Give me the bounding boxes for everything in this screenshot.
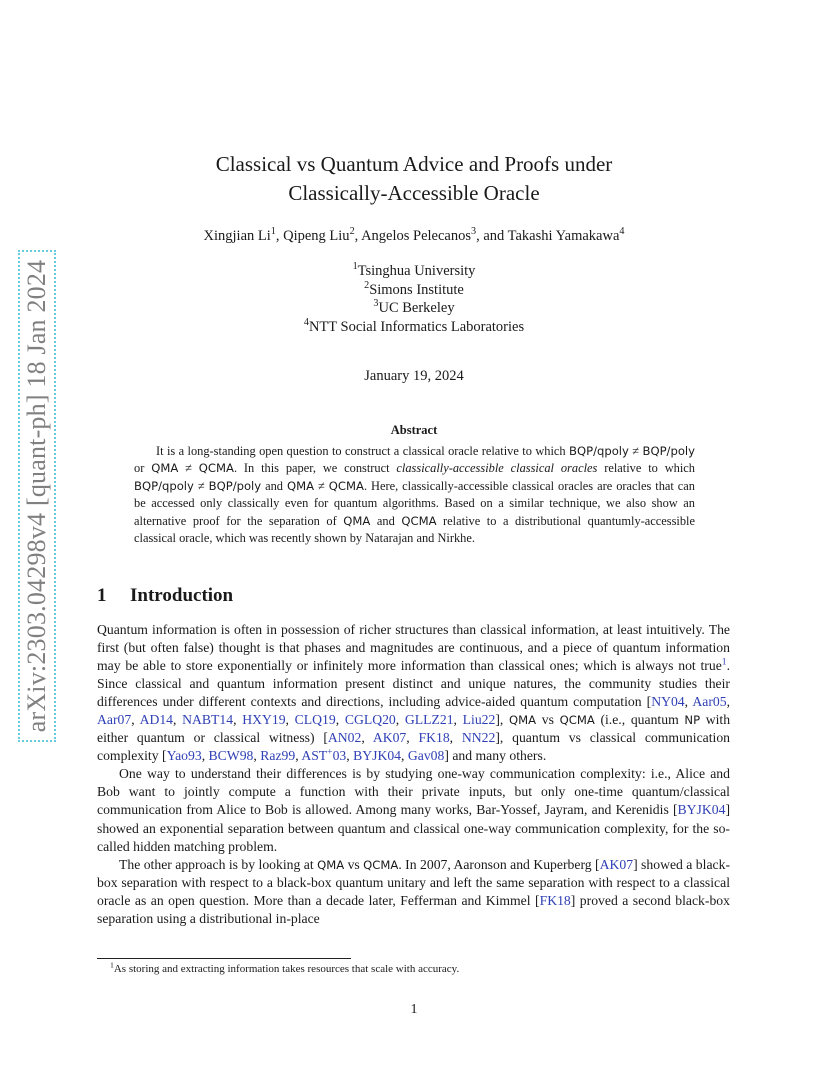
text-run: One way to understand their differences is by studying one-way communication complexity: i.e., Alice and Bob want to jointly compute a function with their private inputs, but only one-time quantum/classical communication from Alice to Bob is allowed. Among many works, Bar-Yossef, Jayram, and Kerenidis [ bbox=[97, 766, 730, 818]
complexity-class: QMA bbox=[343, 513, 371, 528]
text-run: It is a long-standing open question to construct a classical oracle relative to which bbox=[156, 444, 569, 458]
complexity-class: QCMA bbox=[328, 478, 364, 493]
text-run: The other approach is by looking at bbox=[119, 856, 318, 872]
citation-link[interactable]: NY04 bbox=[651, 694, 685, 710]
footnote-link[interactable]: 1 bbox=[721, 656, 727, 668]
text-run: vs bbox=[344, 856, 364, 872]
neq-symbol: ≠ bbox=[193, 478, 209, 493]
affiliation-name: Tsinghua University bbox=[357, 263, 476, 279]
citation-link[interactable]: Raz99 bbox=[260, 748, 296, 764]
neq-symbol: ≠ bbox=[178, 461, 199, 476]
text-run: Quantum information is often in possession of richer structures than classical information, at least intuitively. The first (but often false) thought is that phases and magnitudes are continuous, and a piece of quantum information may be able to store exponentially or infinitely more information than classical ones; which is always not true bbox=[97, 622, 730, 674]
author-separator: , and bbox=[476, 228, 508, 244]
author-list bbox=[100, 228, 728, 245]
citation-group: Yao93, BCW98, Raz99, AST+03, BYJK04, Gav08 bbox=[166, 746, 445, 764]
neq-symbol: ≠ bbox=[314, 478, 329, 493]
citation-link[interactable]: Yao93 bbox=[166, 748, 202, 764]
author-name: Qipeng Liu bbox=[283, 228, 350, 244]
author-name: Takashi Yamakawa bbox=[507, 228, 620, 244]
author-separator: , bbox=[354, 228, 362, 244]
complexity-class: QMA bbox=[509, 713, 537, 728]
citation-link[interactable]: FK18 bbox=[539, 892, 571, 908]
citation-link[interactable]: BYJK04 bbox=[677, 802, 726, 818]
affiliation-mark: 3 bbox=[373, 298, 379, 310]
abstract-paragraph bbox=[134, 443, 695, 547]
citation-link[interactable]: BCW98 bbox=[208, 748, 254, 764]
citation-link[interactable]: GLLZ21 bbox=[404, 712, 454, 728]
body-text bbox=[97, 621, 730, 928]
text-run: . Since classical and quantum information present distinct and unique natures, the community studies their differences under different contexts and directions, including advice-aided quantum computation [ bbox=[97, 658, 730, 710]
abstract-heading: Abstract bbox=[390, 423, 438, 437]
author-mark: 1 bbox=[270, 226, 276, 238]
affiliation bbox=[100, 262, 728, 281]
body-paragraph-3 bbox=[97, 856, 730, 928]
affiliation bbox=[100, 281, 728, 300]
complexity-class: QMA bbox=[286, 478, 315, 493]
citation-link[interactable]: AK07 bbox=[372, 730, 407, 746]
citation-link[interactable]: AD14 bbox=[139, 712, 174, 728]
text-run: . In 2007, Aaronson and Kuperberg [ bbox=[398, 856, 600, 872]
affiliation-mark: 2 bbox=[364, 279, 370, 291]
body-paragraph-2 bbox=[97, 765, 730, 855]
text-run: . Here, classically-accessible classical oracles are oracles that can be accessed only classically even for quantum algorithms. Based on a similar technique, we also show an alternative proof for the separation of bbox=[134, 478, 695, 528]
citation-link[interactable]: Gav08 bbox=[407, 748, 445, 764]
section-heading bbox=[97, 585, 233, 607]
complexity-class: BQP/qpoly bbox=[569, 444, 629, 458]
text-run: and bbox=[261, 478, 287, 493]
affiliation-name: NTT Social Informatics Laboratories bbox=[308, 319, 525, 336]
footnote-rule bbox=[97, 958, 351, 959]
complexity-class: QMA bbox=[317, 857, 345, 872]
text-run: ] showed an exponential separation between quantum and classical one-way communication complexity, for the so-called hidden matching problem. bbox=[97, 802, 730, 854]
citation-link[interactable]: Aar07 bbox=[97, 712, 132, 728]
neq-symbol: ≠ bbox=[628, 444, 643, 458]
section-title: Introduction bbox=[130, 585, 234, 606]
citation-link[interactable]: FK18 bbox=[418, 730, 450, 746]
citation-link[interactable]: Aar05 bbox=[692, 694, 727, 710]
complexity-class: QMA bbox=[151, 461, 179, 476]
footnote-text: As storing and extracting information takes resources that scale with accuracy. bbox=[113, 963, 460, 975]
text-run: ] and many others. bbox=[444, 748, 547, 764]
author-name: Xingjian Li bbox=[203, 228, 271, 244]
text-run: or bbox=[134, 461, 152, 476]
affiliation bbox=[100, 318, 728, 337]
citation-link[interactable]: Liu22 bbox=[462, 712, 496, 728]
arxiv-stamp-text: arXiv:2303.04298v4 [quant-ph] 18 Jan 2024 bbox=[22, 259, 51, 733]
complexity-class: QCMA bbox=[198, 461, 234, 476]
text-run: relative to which bbox=[597, 461, 695, 476]
complexity-class: NP bbox=[684, 713, 701, 728]
citation-group: NY04, Aar05, Aar07, AD14, NABT14, HXY19, CLQ19, CGLQ20, GLLZ21, Liu22 bbox=[97, 694, 730, 728]
complexity-class: BQP/qpoly bbox=[134, 478, 194, 493]
affiliation-name: UC Berkeley bbox=[378, 300, 455, 317]
text-run: ] showed a black-box separation with respect to a black-box quantum unitary and left the same separation with respect to a classical oracle as an open question. More than a decade later, Fefferman and Kimmel [ bbox=[97, 856, 730, 908]
page-number: 1 bbox=[410, 1002, 418, 1017]
emphasis: classically-accessible classical oracles bbox=[396, 461, 598, 476]
footnote bbox=[110, 960, 460, 975]
citation-link[interactable]: NABT14 bbox=[182, 712, 234, 728]
title-line-1: Classical vs Quantum Advice and Proofs under bbox=[215, 152, 613, 176]
complexity-class: BQP/poly bbox=[208, 478, 262, 493]
text-run: (i.e., quantum bbox=[594, 712, 685, 728]
citation-link[interactable]: NN22 bbox=[461, 730, 496, 746]
citation-group: AN02, AK07, FK18, NN22 bbox=[327, 730, 496, 746]
affiliation-mark: 4 bbox=[303, 317, 309, 329]
arxiv-stamp bbox=[18, 250, 56, 742]
author-mark: 2 bbox=[349, 226, 355, 238]
abstract-body bbox=[134, 443, 695, 547]
citation-link[interactable]: CLQ19 bbox=[294, 712, 336, 728]
complexity-class: QCMA bbox=[401, 513, 437, 528]
citation-link[interactable]: AST+03 bbox=[301, 746, 347, 764]
author-name: Angelos Pelecanos bbox=[361, 228, 472, 244]
complexity-class: QCMA bbox=[559, 713, 595, 728]
paper-title bbox=[100, 150, 728, 208]
text-run: vs bbox=[536, 712, 560, 728]
text-run: with either quantum or classical witness) [ bbox=[97, 712, 731, 746]
author-separator: , bbox=[275, 228, 284, 244]
text-run: ] proved a second black-box separation using a distributional in-place bbox=[97, 892, 730, 926]
affiliation bbox=[100, 299, 728, 318]
paper-date: January 19, 2024 bbox=[364, 368, 464, 384]
citation-link[interactable]: BYJK04 bbox=[353, 748, 402, 764]
affiliation-name: Simons Institute bbox=[369, 281, 464, 298]
citation-link[interactable]: AK07 bbox=[599, 856, 634, 872]
complexity-class: BQP/poly bbox=[642, 444, 695, 458]
author-mark: 4 bbox=[619, 226, 625, 238]
footnote-mark: 1 bbox=[110, 960, 114, 970]
text-run: ], quantum vs classical communication complexity [ bbox=[97, 730, 731, 764]
citation-link[interactable]: AN02 bbox=[327, 730, 362, 746]
body-paragraph-1 bbox=[97, 621, 730, 765]
section-number: 1 bbox=[97, 585, 107, 606]
title-line-2: Classically-Accessible Oracle bbox=[288, 181, 540, 205]
affiliation-mark: 1 bbox=[352, 261, 358, 273]
citation-link[interactable]: HXY19 bbox=[242, 712, 286, 728]
text-run: . In this paper, we construct bbox=[233, 461, 397, 476]
affiliation-list bbox=[100, 262, 728, 337]
citation-link[interactable]: CGLQ20 bbox=[344, 712, 396, 728]
text-run: and bbox=[370, 513, 402, 528]
text-run: relative to a distributional quantumly-accessible classical oracle, which was recently shown by Natarajan and Nirkhe. bbox=[134, 513, 695, 546]
author-mark: 3 bbox=[471, 226, 477, 238]
complexity-class: QCMA bbox=[363, 857, 399, 872]
text-run: ], bbox=[495, 712, 510, 728]
